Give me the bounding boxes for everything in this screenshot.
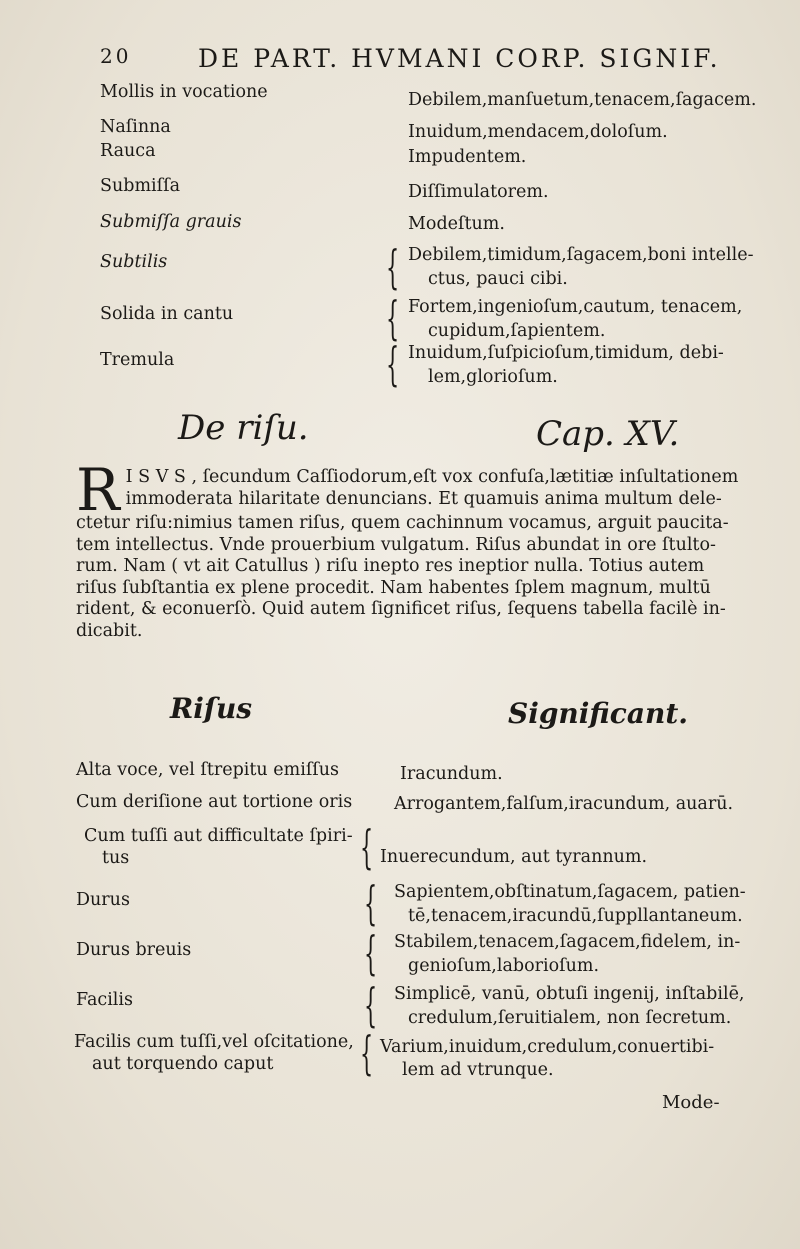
brace-glyph: { <box>364 876 378 930</box>
catchword: Mode- <box>662 1092 720 1113</box>
paragraph-line: rum. Nam ( vt ait Catullus ) riſu inepto res ineptior nulla. Totius autem <box>76 556 705 577</box>
voice-term: Submiſſa grauis <box>100 212 242 232</box>
paragraph-line: I S V S , ſecundum Caſſiodorum,eſt vox confuſa,lætitiæ inſultationem <box>125 467 739 487</box>
laugh-term: Cum deriſione aut tortione oris <box>76 792 353 812</box>
paragraph-line: tem intellectus. Vnde prouerbium vulgatum. Riſus abundat in ore ſtulto- <box>76 534 716 555</box>
laugh-meaning: Simplicē, vanū, obtuſi ingenij, inſtabilē, <box>394 984 745 1004</box>
laugh-term-cont: tus <box>102 848 130 868</box>
laugh-term: Durus breuis <box>76 940 192 960</box>
voice-meaning-cont: ctus, pauci cibi. <box>428 269 568 289</box>
running-title: DE PART. HVMANI CORP. SIGNIF. <box>198 44 721 73</box>
voice-term: Subtilis <box>100 252 168 272</box>
laugh-meaning: Iracundum. <box>400 764 503 784</box>
paragraph-line: riſus ſubſtantia ex plene procedit. Nam habentes ſplem magnum, multū <box>76 577 711 598</box>
laugh-term: Durus <box>76 890 130 910</box>
laugh-term: Cum tuſſi aut difficultate ſpiri- <box>84 826 353 846</box>
paragraph-line: ctetur riſu:nimius tamen riſus, quem cachinnum vocamus, arguit paucita- <box>76 513 729 533</box>
paragraph-line: dicabit. <box>76 620 143 641</box>
laugh-term: Facilis <box>76 990 133 1010</box>
table-column-header: Riſus <box>170 692 253 725</box>
table-column-header: Significant. <box>508 697 689 730</box>
voice-term: Rauca <box>100 141 156 161</box>
laugh-meaning: Varium,inuidum,credulum,conuertibi- <box>380 1037 715 1057</box>
body-paragraph <box>76 456 766 643</box>
page-number: 20 <box>100 44 132 68</box>
chapter-number: Cap. XV. <box>536 414 680 454</box>
laugh-term-cont: aut torquendo caput <box>92 1054 274 1074</box>
laugh-meaning-cont: credulum,ſeruitialem, non ſecretum. <box>408 1008 732 1028</box>
brace-glyph: { <box>364 926 378 980</box>
laugh-meaning-cont: lem ad vtrunque. <box>402 1060 554 1080</box>
section-title: De riſu. <box>178 408 309 448</box>
voice-term: Mollis in vocatione <box>100 82 268 102</box>
voice-term: Naſinna <box>100 117 171 137</box>
brace-glyph: { <box>386 291 400 345</box>
laugh-term: Alta voce, vel ſtrepitu emiſſus <box>76 760 340 780</box>
laugh-meaning: Sapientem,obſtinatum,ſagacem, patien- <box>394 882 746 902</box>
brace-glyph: { <box>386 240 400 294</box>
voice-term: Solida in cantu <box>100 304 234 324</box>
brace-glyph: { <box>386 337 400 391</box>
voice-meaning-cont: cupidum,ſapientem. <box>428 321 606 341</box>
voice-meaning: Impudentem. <box>408 147 527 167</box>
laugh-meaning: Arrogantem,falſum,iracundum, auarū. <box>394 794 734 814</box>
brace-glyph: { <box>364 978 378 1032</box>
brace-glyph: { <box>360 820 374 874</box>
voice-meaning: Debilem,timidum,ſagacem,boni intelle- <box>408 245 754 265</box>
voice-meaning: Inuidum,ſuſpicioſum,timidum, debi- <box>408 343 724 363</box>
laugh-meaning: Inuerecundum, aut tyrannum. <box>380 847 648 867</box>
running-header <box>100 44 740 80</box>
voice-meaning-cont: lem,glorioſum. <box>428 367 558 387</box>
voice-meaning: Fortem,ingenioſum,cautum, tenacem, <box>408 297 743 317</box>
paragraph-line: immoderata hilaritate denuncians. Et quamuis anima multum dele- <box>125 488 722 509</box>
voice-meaning: Inuidum,mendacem,doloſum. <box>408 122 668 142</box>
brace-glyph: { <box>360 1026 374 1080</box>
voice-meaning: Diſſimulatorem. <box>408 182 549 202</box>
laugh-meaning-cont: tē,tenacem,iracundū,ſuppllantaneum. <box>408 906 743 926</box>
laugh-term: Facilis cum tuſſi,vel oſcitatione, <box>74 1032 354 1052</box>
laugh-meaning: Stabilem,tenacem,ſagacem,fidelem, in- <box>394 932 741 952</box>
laugh-meaning-cont: genioſum,laborioſum. <box>408 956 600 976</box>
voice-term: Submiſſa <box>100 176 181 196</box>
voice-meaning: Modeſtum. <box>408 214 505 234</box>
voice-term: Tremula <box>100 350 175 370</box>
drop-cap: R <box>76 456 120 524</box>
paragraph-line: rident, & econuerſò. Quid autem ſignificet riſus, ſequens tabella facilè in- <box>76 599 726 620</box>
voice-meaning: Debilem,manſuetum,tenacem,ſagacem. <box>408 90 757 110</box>
